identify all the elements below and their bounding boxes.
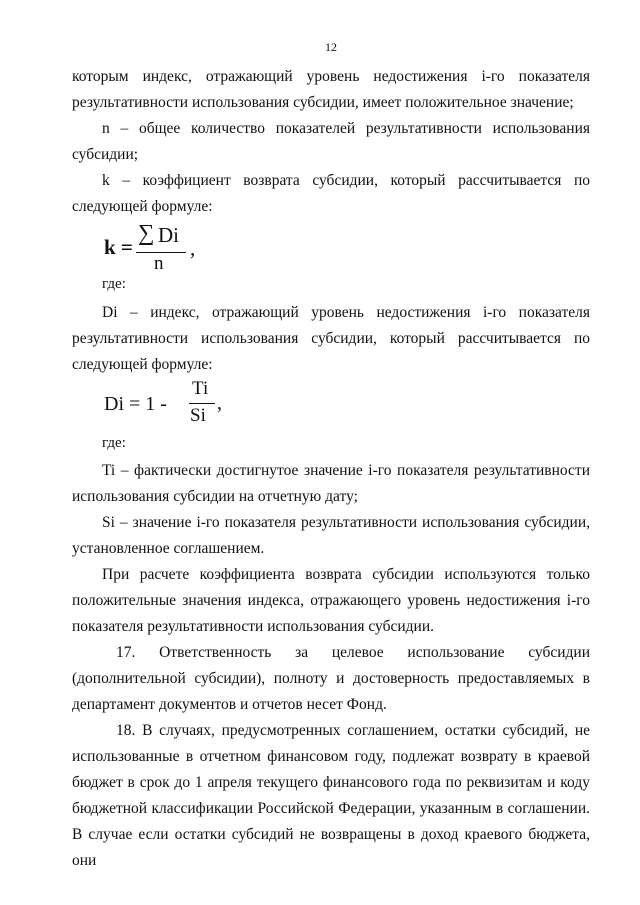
paragraph-positive-values: При расчете коэффициента возврата субсидии используются только положительные значения индекса, отражающего уровень недостижения i-го показателя результативности использования субсидии. bbox=[72, 566, 590, 635]
paragraph-continuation: которым индекс, отражающий уровень недостижения i-го показателя результативности использования субсидии, имеет положительное значение; bbox=[72, 68, 590, 111]
paragraph-n-definition: n – общее количество показателей результативности использования субсидии; bbox=[72, 120, 590, 163]
page-number: 12 bbox=[325, 40, 337, 54]
formula-k bbox=[104, 222, 244, 282]
formula-k-lhs: k = bbox=[104, 235, 133, 259]
formula-di-numerator: Ti bbox=[192, 378, 209, 399]
formula-di-denominator: Si bbox=[190, 405, 206, 426]
formula-di-lhs: Di = 1 - bbox=[104, 393, 167, 415]
where-label-1: где: bbox=[102, 276, 126, 292]
formula-di-fraction-bar bbox=[189, 403, 215, 404]
formula-k-comma: , bbox=[190, 236, 196, 260]
paragraph-item-18: 18. В случаях, предусмотренных соглашением, остатки субсидий, не использованные в отчетном финансовом году, подлежат возврату в краевой бюджет в срок до 1 апреля текущего финансового года по реквизитам и коду бюджетной классификации Российской Федерации, указанным в соглашении. В случае если остатки субсидий не возвращены в доход краевого бюджета, они bbox=[72, 722, 590, 869]
where-label-2: где: bbox=[102, 435, 126, 451]
formula-di-comma: , bbox=[217, 392, 222, 414]
formula-di bbox=[104, 378, 244, 434]
formula-k-sum-symbol: ∑ bbox=[138, 220, 155, 245]
paragraph-si-definition: Si – значение i-го показателя результативности использования субсидии, установленное соглашением. bbox=[72, 514, 590, 557]
paragraph-di-definition: Di – индекс, отражающий уровень недостижения i-го показателя результативности использования субсидии, который рассчитывается по следующей формуле: bbox=[72, 304, 590, 373]
paragraph-k-definition: k – коэффициент возврата субсидии, который рассчитывается по следующей формуле: bbox=[72, 172, 590, 215]
document-page bbox=[72, 0, 590, 905]
paragraph-ti-definition: Ti – фактически достигнутое значение i-го показателя результативности использования субсидии на отчетную дату; bbox=[72, 462, 590, 505]
formula-k-numerator: Di bbox=[158, 223, 179, 247]
formula-k-denominator: n bbox=[154, 253, 164, 274]
paragraph-item-17: 17. Ответственность за целевое использование субсидии (дополнительной субсидии), полноту и достоверность предоставляемых в департамент документов и отчетов несет Фонд. bbox=[72, 644, 590, 713]
